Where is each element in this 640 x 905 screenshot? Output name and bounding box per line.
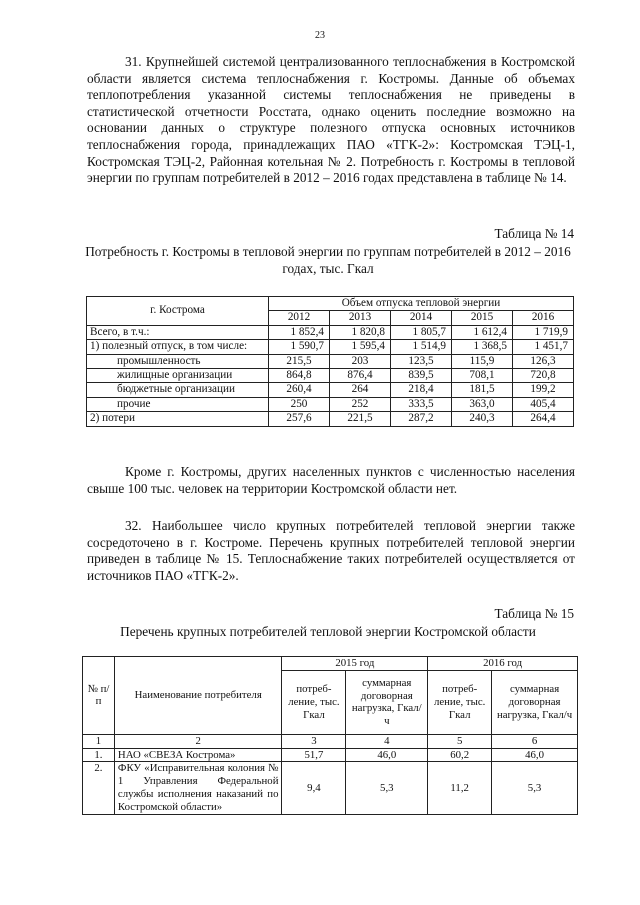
table-cell: 250 [269,397,330,411]
table-header-row [87,297,574,311]
column-number-row [83,734,578,748]
table-14-title: Потребность г. Костромы в тепловой энергии по группам потребителей в 2012 – 2016 годах, тыс. Гкал [85,244,571,276]
row-label: 1) полезный отпуск, в том числе: [87,340,269,354]
table-row [87,340,574,354]
table-cell: 46,0 [346,748,428,762]
row-label: бюджетные организации [87,383,269,397]
row-label: Всего, в т.ч.: [87,325,269,339]
page-number: 23 [315,30,325,41]
table-cell: 1 451,7 [513,340,574,354]
column-number: 5 [428,734,492,748]
table-cell: 1 719,9 [513,325,574,339]
table-cell: 215,5 [269,354,330,368]
row-label: 2) потери [87,412,269,426]
table-cell: 5,3 [492,762,578,814]
year-header: 2012 [269,311,330,325]
table-header-cell: 2016 год [428,657,578,671]
table-row [87,397,574,411]
table-cell: 218,4 [391,383,452,397]
row-number: 2. [83,762,115,814]
table-header-cell: № п/п [83,657,115,735]
table-header-cell: суммарная договорная нагрузка, Гкал/ч [346,670,428,734]
year-header: 2016 [513,311,574,325]
consumer-name: НАО «СВЕЗА Кострома» [114,748,282,762]
table-cell: 126,3 [513,354,574,368]
table-cell: 1 514,9 [391,340,452,354]
table-cell: 115,9 [452,354,513,368]
paragraph-other-cities: Кроме г. Костромы, других населенных пунктов с численностью населения свыше 100 тыс. человек на территории Костромской области нет. [87,464,575,496]
table-header-cell: Наименование потребителя [114,657,282,735]
table-cell: 287,2 [391,412,452,426]
table-row [83,762,578,814]
table-cell: 199,2 [513,383,574,397]
table-cell: 221,5 [330,412,391,426]
table-cell: 839,5 [391,369,452,383]
column-number: 6 [492,734,578,748]
table-header-cell: Объем отпуска тепловой энергии [269,297,574,311]
table-header-cell: суммарная договорная нагрузка, Гкал/ч [492,670,578,734]
table-row [83,748,578,762]
table-cell: 11,2 [428,762,492,814]
table-cell: 1 595,4 [330,340,391,354]
table-cell: 203 [330,354,391,368]
table-15-title: Перечень крупных потребителей тепловой энергии Костромской области [120,624,536,639]
table-cell: 708,1 [452,369,513,383]
table-cell: 864,8 [269,369,330,383]
table-row [87,325,574,339]
table-cell: 9,4 [282,762,346,814]
table-header-row [83,657,578,671]
table-cell: 363,0 [452,397,513,411]
table-cell: 260,4 [269,383,330,397]
table-row [87,354,574,368]
table-cell: 1 590,7 [269,340,330,354]
row-label: промышленность [87,354,269,368]
paragraph-32: 32. Наибольшее число крупных потребителей тепловой энергии также сосредоточено в г. Костроме. Перечень крупных потребителей тепловой энергии приведен в таблице № 15. Теплоснабжение таких потребителей осуществляется от источников ПАО «ТГК-2». [87,518,575,583]
year-header: 2013 [330,311,391,325]
column-number: 3 [282,734,346,748]
table-cell: 181,5 [452,383,513,397]
column-number: 2 [114,734,282,748]
table-row [87,412,574,426]
table-cell: 1 820,8 [330,325,391,339]
table-row [87,369,574,383]
table-row [87,383,574,397]
column-number: 1 [83,734,115,748]
table-cell: 5,3 [346,762,428,814]
table-14 [86,296,574,427]
table-cell: 876,4 [330,369,391,383]
table-cell: 1 805,7 [391,325,452,339]
table-15 [82,656,578,815]
row-label: жилищные организации [87,369,269,383]
table-cell: 1 368,5 [452,340,513,354]
table-header-cell: г. Кострома [87,297,269,326]
table-cell: 257,6 [269,412,330,426]
table-header-cell: потреб-ление, тыс. Гкал [428,670,492,734]
paragraph-31: 31. Крупнейшей системой централизованного теплоснабжения в Костромской области является система теплоснабжения г. Костромы. Данные об объемах теплопотребления указанной системы теплоснабжения не приведены в статистической отчетности Росстата, однако оценить последние возможно на основании данных о структуре полезного отпуска основных источников теплоснабжения города, принадлежащих ПАО «ТГК-2»: Костромская ТЭЦ-1, Костромская ТЭЦ-2, Районная котельная № 2. Потребность г. Костромы в тепловой энергии по группам потребителей в 2012 – 2016 годах представлена в таблице № 14. [87,54,575,186]
table-cell: 405,4 [513,397,574,411]
table-cell: 240,3 [452,412,513,426]
table-15-label: Таблица № 15 [494,606,574,621]
table-cell: 252 [330,397,391,411]
column-number: 4 [346,734,428,748]
table-cell: 264,4 [513,412,574,426]
consumer-name: ФКУ «Исправительная колония № 1 Управления Федеральной службы исполнения наказаний по Костромской области» [114,762,282,814]
table-cell: 51,7 [282,748,346,762]
table-cell: 333,5 [391,397,452,411]
table-header-cell: 2015 год [282,657,428,671]
table-header-cell: потреб-ление, тыс. Гкал [282,670,346,734]
table-cell: 123,5 [391,354,452,368]
table-cell: 1 852,4 [269,325,330,339]
row-label: прочие [87,397,269,411]
table-cell: 60,2 [428,748,492,762]
year-header: 2014 [391,311,452,325]
year-header: 2015 [452,311,513,325]
table-14-label: Таблица № 14 [494,226,574,241]
table-cell: 264 [330,383,391,397]
row-number: 1. [83,748,115,762]
table-cell: 1 612,4 [452,325,513,339]
table-cell: 46,0 [492,748,578,762]
table-cell: 720,8 [513,369,574,383]
